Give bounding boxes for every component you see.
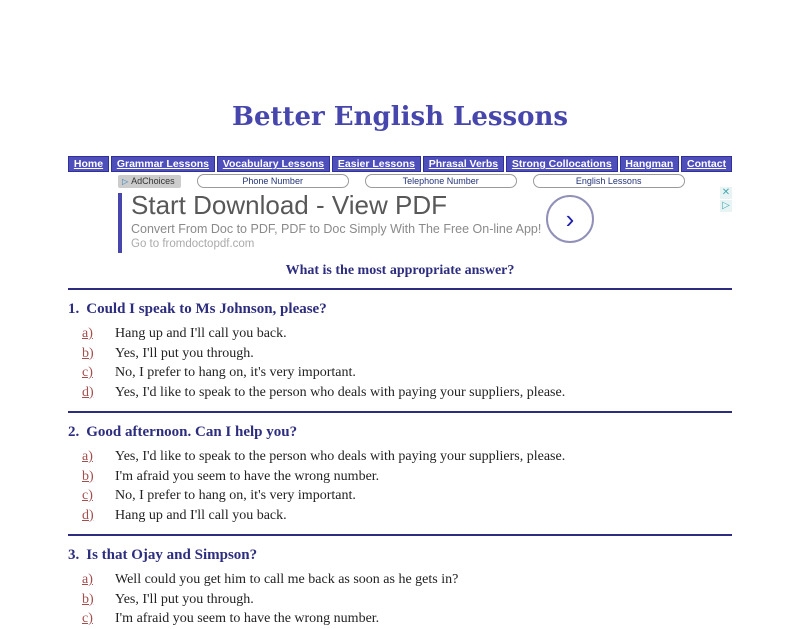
section-divider <box>68 288 732 290</box>
answer-option <box>68 609 732 629</box>
question-block <box>68 534 732 629</box>
ad-destination-link[interactable]: Go to fromdoctopdf.com <box>131 238 255 250</box>
options-list <box>68 324 732 402</box>
ad-banner <box>118 187 731 256</box>
answer-text: No, I prefer to hang on, it's very important. <box>115 365 356 380</box>
answer-letter-link[interactable]: d) <box>82 507 94 523</box>
answer-option <box>68 486 732 506</box>
options-list <box>68 447 732 525</box>
question-number: 3. <box>68 547 80 563</box>
answer-letter-link[interactable]: a) <box>82 572 93 587</box>
answer-text: Well could you get him to call me back as soon as he gets in? <box>115 572 459 587</box>
answer-option <box>68 363 732 383</box>
ad-headline-link[interactable]: Start Download - View PDF <box>131 190 447 220</box>
options-list <box>68 570 732 629</box>
question-heading <box>68 548 732 563</box>
answer-option <box>68 506 732 526</box>
quiz-body <box>68 288 732 629</box>
answer-text: Hang up and I'll call you back. <box>115 507 287 523</box>
nav-item-home[interactable]: Home <box>68 156 109 172</box>
answer-letter-link[interactable]: a) <box>82 449 93 464</box>
answer-text: Yes, I'll put you through. <box>115 591 254 607</box>
answer-text: Yes, I'll put you through. <box>115 345 254 361</box>
nav-item-contact[interactable]: Contact <box>681 156 732 172</box>
nav-item-grammar-lessons[interactable]: Grammar Lessons <box>111 156 215 172</box>
question-number: 2. <box>68 424 80 440</box>
adchoices-badge[interactable] <box>118 175 181 188</box>
answer-letter-link[interactable]: b) <box>82 345 94 361</box>
question-heading <box>68 302 732 317</box>
nav-item-vocabulary-lessons[interactable]: Vocabulary Lessons <box>217 156 330 172</box>
nav-item-phrasal-verbs[interactable]: Phrasal Verbs <box>423 156 504 172</box>
answer-letter-link[interactable]: c) <box>82 365 93 380</box>
nav-item-easier-lessons[interactable]: Easier Lessons <box>332 156 421 172</box>
answer-option <box>68 447 732 467</box>
main-nav <box>68 156 732 172</box>
nav-item-hangman[interactable]: Hangman <box>620 156 680 172</box>
answer-text: I'm afraid you seem to have the wrong number. <box>115 611 380 626</box>
ad-controls <box>720 187 732 213</box>
adchoices-triangle-icon: ▷ <box>122 176 129 186</box>
answer-letter-link[interactable]: a) <box>82 326 93 341</box>
adchoices-label: AdChoices <box>131 176 175 186</box>
answer-option <box>68 570 732 590</box>
question-heading <box>68 425 732 440</box>
answer-option <box>68 344 732 364</box>
answer-text: Yes, I'd like to speak to the person who deals with paying your suppliers, please. <box>115 384 566 400</box>
nav-item-strong-collocations[interactable]: Strong Collocations <box>506 156 618 172</box>
answer-option <box>68 324 732 344</box>
ad-keyword-row <box>118 174 730 188</box>
question-number: 1. <box>68 301 80 317</box>
chevron-right-icon: › <box>565 204 575 234</box>
question-text: Good afternoon. Can I help you? <box>86 424 298 440</box>
ad-arrow-button[interactable] <box>546 195 594 243</box>
answer-text: I'm afraid you seem to have the wrong number. <box>115 468 380 484</box>
section-divider <box>68 411 732 413</box>
answer-letter-link[interactable]: c) <box>82 488 93 503</box>
answer-letter-link[interactable]: c) <box>82 611 93 626</box>
page-title: Better English Lessons <box>231 102 569 132</box>
ad-keyword-pill[interactable]: Telephone Number <box>365 174 517 188</box>
answer-option <box>68 467 732 487</box>
answer-option <box>68 383 732 403</box>
answer-letter-link[interactable]: b) <box>82 591 94 607</box>
question-text: Could I speak to Ms Johnson, please? <box>86 301 327 317</box>
question-block <box>68 288 732 402</box>
ad-close-icon[interactable]: ✕ <box>721 187 731 198</box>
ad-keyword-pill[interactable]: Phone Number <box>197 174 349 188</box>
answer-option <box>68 590 732 610</box>
answer-letter-link[interactable]: b) <box>82 468 94 484</box>
question-text: Is that Ojay and Simpson? <box>86 547 258 563</box>
quiz-prompt: What is the most appropriate answer? <box>285 263 515 278</box>
ad-content <box>118 190 684 251</box>
answer-text: Hang up and I'll call you back. <box>115 326 287 341</box>
ad-adchoices-icon[interactable]: ▷ <box>720 200 732 212</box>
question-block <box>68 411 732 525</box>
answer-letter-link[interactable]: d) <box>82 384 94 400</box>
answer-text: Yes, I'd like to speak to the person who deals with paying your suppliers, please. <box>115 449 566 464</box>
ad-accent-bar <box>118 193 122 253</box>
section-divider <box>68 534 732 536</box>
page-container <box>68 0 732 629</box>
ad-keyword-pill[interactable]: English Lessons <box>533 174 685 188</box>
ad-subline: Convert From Doc to PDF, PDF to Doc Simply With The Free On-line App! <box>131 222 542 236</box>
answer-text: No, I prefer to hang on, it's very important. <box>115 488 356 503</box>
